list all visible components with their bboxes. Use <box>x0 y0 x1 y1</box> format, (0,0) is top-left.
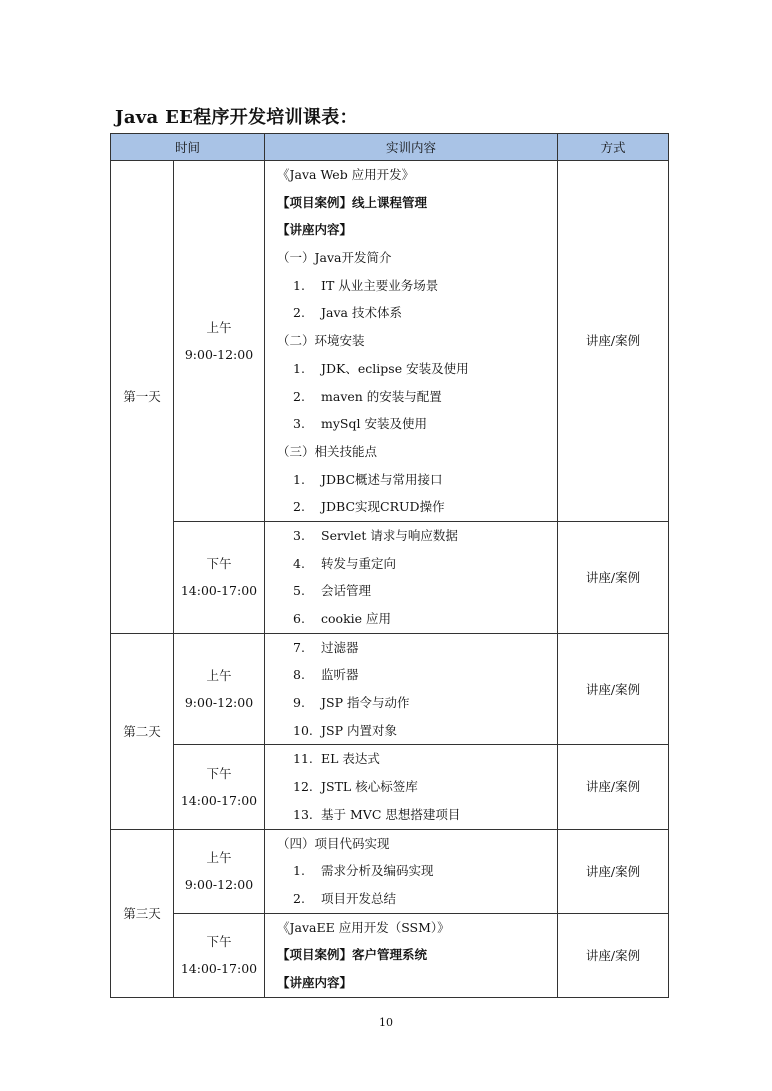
item-number: 1. <box>293 471 305 487</box>
item-text: Servlet 请求与响应数据 <box>321 527 458 543</box>
item-text: EL 表达式 <box>321 751 380 767</box>
item-text: mySql 安装及使用 <box>321 416 427 432</box>
session-row <box>111 913 669 997</box>
method-cell: 讲座/案例 <box>558 633 669 745</box>
item-number: 8. <box>293 667 305 683</box>
hours-label: 9:00-12:00 <box>184 877 254 893</box>
content-line <box>277 717 557 745</box>
time-cell <box>174 521 265 633</box>
item-text: JSP 内置对象 <box>321 722 397 738</box>
page-title: Java EE程序开发培训课表： <box>115 107 358 128</box>
hours-label: 14:00-17:00 <box>180 961 258 977</box>
content-line <box>277 773 557 801</box>
item-text: IT 从业主要业务场景 <box>321 277 439 293</box>
period-label: 上午 <box>206 668 232 684</box>
period-label: 上午 <box>206 850 232 866</box>
hours-label: 14:00-17:00 <box>180 792 258 808</box>
item-number: 10. <box>293 722 313 738</box>
content-line <box>277 383 557 411</box>
header-content: 实训内容 <box>265 134 558 161</box>
content-line: 【项目案例】线上课程管理 <box>277 194 428 210</box>
content-line: 【讲座内容】 <box>277 974 353 990</box>
content-cell <box>265 633 558 745</box>
item-number: 9. <box>293 695 305 711</box>
period-label: 下午 <box>206 765 232 781</box>
hours-label: 14:00-17:00 <box>180 583 258 599</box>
item-text: 基于 MVC 思想搭建项目 <box>321 806 461 822</box>
item-number: 1. <box>293 360 305 376</box>
hours-label: 9:00-12:00 <box>184 695 254 711</box>
item-text: Java 技术体系 <box>321 305 402 321</box>
item-text: maven 的安装与配置 <box>321 388 442 404</box>
header-time: 时间 <box>111 134 265 161</box>
time-cell <box>174 913 265 997</box>
session-row <box>111 633 669 745</box>
method-cell: 讲座/案例 <box>558 913 669 997</box>
content-line <box>277 272 557 300</box>
content-line <box>277 577 557 605</box>
content-line: 【项目案例】客户管理系统 <box>277 947 428 963</box>
method-cell: 讲座/案例 <box>558 521 669 633</box>
content-line <box>277 493 557 521</box>
item-text: JSTL 核心标签库 <box>321 779 418 795</box>
method-cell: 讲座/案例 <box>558 745 669 829</box>
content-line <box>277 857 557 885</box>
item-number: 4. <box>293 555 305 571</box>
item-number: 2. <box>293 388 305 404</box>
item-number: 5. <box>293 583 305 599</box>
item-number: 3. <box>293 527 305 543</box>
item-text: JDBC概述与常用接口 <box>321 471 443 487</box>
item-text: 过滤器 <box>321 639 359 655</box>
content-line: 《Java Web 应用开发》 <box>277 167 415 182</box>
content-line <box>277 410 557 438</box>
method-cell: 讲座/案例 <box>558 161 669 522</box>
item-number: 3. <box>293 416 305 432</box>
time-cell <box>174 829 265 913</box>
item-text: 项目开发总结 <box>321 890 397 906</box>
item-number: 1. <box>293 277 305 293</box>
day-cell: 第二天 <box>111 633 174 829</box>
content-line <box>277 885 557 913</box>
method-cell: 讲座/案例 <box>558 829 669 913</box>
content-cell <box>265 745 558 829</box>
item-text: JDK、eclipse 安装及使用 <box>321 360 469 376</box>
content-line: 《JavaEE 应用开发（SSM）》 <box>277 919 450 935</box>
content-line: 【讲座内容】 <box>277 222 353 238</box>
content-cell <box>265 913 558 997</box>
day-cell: 第三天 <box>111 829 174 997</box>
item-number: 2. <box>293 890 305 906</box>
content-line <box>277 522 557 550</box>
content-line <box>277 299 557 327</box>
item-text: 会话管理 <box>321 583 372 599</box>
day-cell: 第一天 <box>111 161 174 634</box>
schedule-body <box>111 161 669 998</box>
content-line <box>277 605 557 633</box>
time-cell <box>174 161 265 522</box>
item-text: 转发与重定向 <box>321 555 397 571</box>
item-text: 需求分析及编码实现 <box>321 863 434 879</box>
item-text: JDBC实现CRUD操作 <box>321 499 445 515</box>
item-number: 12. <box>293 779 313 795</box>
item-number: 2. <box>293 305 305 321</box>
header-row <box>111 134 669 161</box>
content-cell <box>265 829 558 913</box>
content-line: （一）Java开发简介 <box>277 250 392 266</box>
content-line <box>277 634 557 662</box>
content-cell <box>265 521 558 633</box>
item-text: cookie 应用 <box>321 611 392 626</box>
session-row <box>111 161 669 522</box>
content-cell <box>265 161 558 522</box>
item-number: 2. <box>293 499 305 515</box>
item-number: 1. <box>293 863 305 879</box>
period-label: 上午 <box>206 319 232 335</box>
item-text: JSP 指令与动作 <box>321 695 410 711</box>
content-line: （三）相关技能点 <box>277 443 378 459</box>
content-line <box>277 801 557 829</box>
time-cell <box>174 745 265 829</box>
content-line <box>277 550 557 578</box>
content-line: （四）项目代码实现 <box>277 835 390 851</box>
schedule-table <box>110 133 669 998</box>
period-label: 下午 <box>206 934 232 950</box>
session-row <box>111 829 669 913</box>
item-number: 13. <box>293 806 313 822</box>
content-line: （二）环境安装 <box>277 333 365 349</box>
period-label: 下午 <box>206 556 232 572</box>
item-number: 7. <box>293 639 305 655</box>
content-line <box>277 355 557 383</box>
content-line <box>277 661 557 689</box>
item-text: 监听器 <box>321 667 359 683</box>
item-number: 6. <box>293 611 305 626</box>
header-method: 方式 <box>558 134 669 161</box>
hours-label: 9:00-12:00 <box>184 346 254 362</box>
content-line <box>277 466 557 494</box>
content-line <box>277 689 557 717</box>
content-line <box>277 745 557 773</box>
time-cell <box>174 633 265 745</box>
page-number: 10 <box>379 1016 393 1029</box>
session-row <box>111 745 669 829</box>
session-row <box>111 521 669 633</box>
item-number: 11. <box>293 751 313 767</box>
